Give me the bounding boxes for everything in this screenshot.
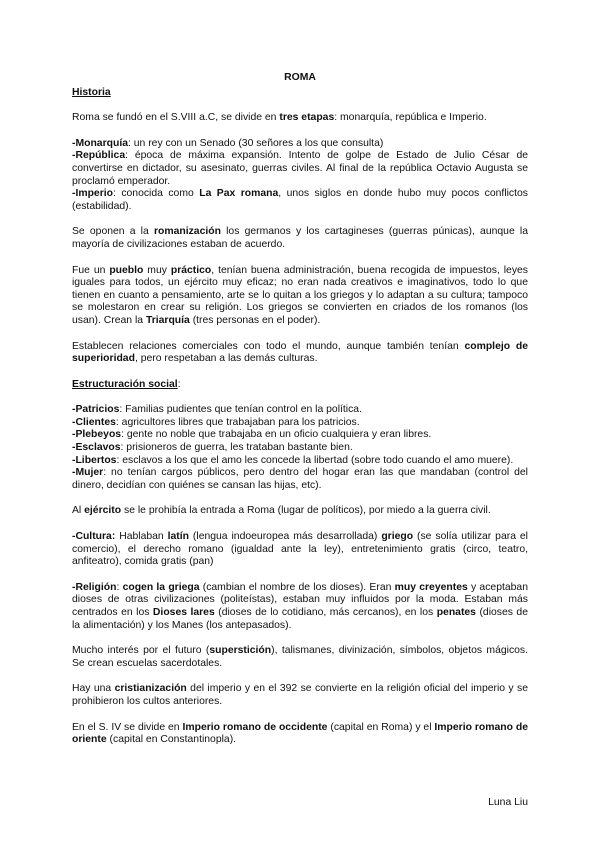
historia-heading: Historia bbox=[72, 86, 111, 98]
document-page bbox=[72, 72, 528, 760]
romanizacion-paragraph: Se oponen a la romanización los germanos y los cartagineses (guerras púnicas), aunque la mayoría de civilizaciones estaban de acuerdo. bbox=[72, 226, 528, 250]
etapa-republica: -República: época de máxima expansión. Intento de golpe de Estado de Julio César de convertirse en dictador, su asesinato, guerras civiles. Al final de la república Octavio Augusta se proclamó emperador. bbox=[72, 150, 528, 187]
list-item: -Clientes: agricultores libres que trabajaban para los patricios. bbox=[72, 416, 360, 428]
etapas-list bbox=[72, 138, 528, 214]
pueblo-paragraph: Fue un pueblo muy práctico, tenían buena administración, buena recogida de impuestos, leyes iguales para todos, un ejército muy eficaz; no eran nada creativos e imaginativos, todo lo que tienen en cuanto a pensamiento, arte se lo quitan a los griegos y lo adaptan a su cultura; tampoco se molestaron en crear su religión. Los griegos se convierten en criados de los romanos (los usan). Crean la Triarquía (tres personas en el poder). bbox=[72, 264, 529, 326]
list-item: -Libertos: esclavos a los que el amo les concede la libertad (sobre todo cuando el amo muere). bbox=[72, 454, 514, 466]
cultura-paragraph: -Cultura: Hablaban latín (lengua indoeuropea más desarrollada) griego (se solía utilizar para el comercio), el derecho romano (igualdad ante la ley), entretenimiento gratis (circo, teatro, anfiteatro), comida gratis (pan) bbox=[72, 531, 528, 568]
division-paragraph: En el S. IV se divide en Imperio romano de occidente (capital en Roma) y el Imperio romano de oriente (capital en Constantinopla). bbox=[72, 721, 528, 746]
futuro-paragraph: Mucho interés por el futuro (superstición), talismanes, divinización, símbolos, objetos mágicos. Se crean escuelas sacerdotales. bbox=[72, 645, 528, 669]
relaciones-paragraph: Establecen relaciones comerciales con todo el mundo, aunque también tenían complejo de superioridad, pero respetaban a las demás culturas. bbox=[72, 340, 529, 365]
etapa-monarquia: -Monarquía: un rey con un Senado (30 señores a los que consulta) bbox=[72, 137, 384, 149]
ejercito-paragraph: Al ejército se le prohibía la entrada a Roma (lugar de políticos), por miedo a la guerra civil. bbox=[72, 505, 491, 517]
etapa-imperio: -Imperio: conocida como La Pax romana, unos siglos en donde hubo muy pocos conflictos (estabilidad). bbox=[72, 188, 528, 212]
historia-intro: Roma se fundó en el S.VIII a.C, se divide en tres etapas: monarquía, república e Imperio. bbox=[72, 112, 487, 124]
list-item: -Esclavos: prisioneros de guerra, les trataban bastante bien. bbox=[72, 442, 353, 454]
list-item: -Mujer: no tenían cargos públicos, pero dentro del hogar eran las que mandaban (control del dinero, decidían con quiénes se cansan las hijas, etc). bbox=[72, 467, 528, 491]
cristianizacion-paragraph: Hay una cristianización del imperio y en el 392 se convierte en la religión oficial del imperio y se prohibieron los cultos anteriores. bbox=[72, 683, 528, 707]
list-item: -Patricios: Familias pudientes que tenían control en la política. bbox=[72, 404, 362, 416]
page-title: ROMA bbox=[284, 72, 316, 83]
religion-paragraph: -Religión: cogen la griega (cambian el nombre de los dioses). Eran muy creyentes y aceptaban dioses de otras civilizaciones (politeístas), estaban muy influidos por la moda. Estaban más centrados en los Dioses lares (dioses de lo cotidiano, más cercanos), en los penates (dioses de la alimentación) y los Manes (los antepasados). bbox=[72, 581, 528, 631]
author-signature: Luna Liu bbox=[488, 797, 528, 808]
estructuracion-heading: Estructuración social: bbox=[72, 378, 181, 390]
list-item: -Plebeyos: gente no noble que trabajaba en un oficio cualquiera y eran libres. bbox=[72, 429, 432, 441]
estructuracion-list bbox=[72, 404, 528, 492]
